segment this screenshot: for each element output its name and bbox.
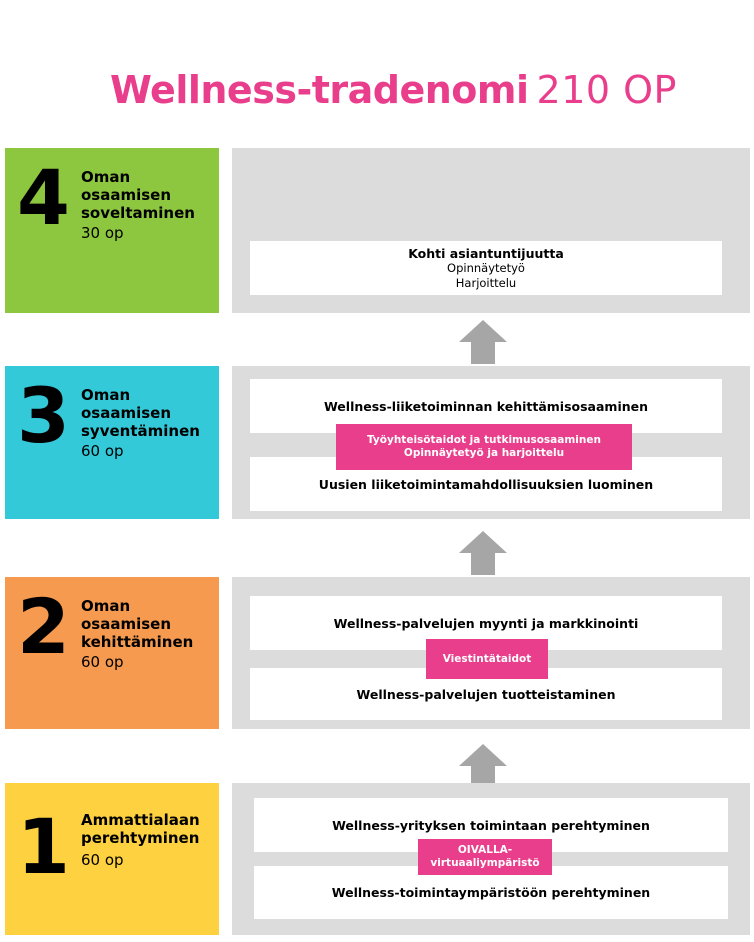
level-number: 1 [17,802,70,891]
level-label: Oman osaamisen syventäminen [81,386,200,440]
course-title: Wellness-toimintaympäristöön perehtyminen [331,885,651,900]
course-title: Wellness-palvelujen tuotteistaminen [356,686,616,702]
level-credits: 30 op [81,224,124,242]
skills-line: OIVALLA- [457,844,513,856]
level-credits: 60 op [81,851,124,869]
course-title: Wellness-yrityksen toimintaan perehtyminen [332,817,650,833]
arrow-up-icon [459,320,507,364]
skills-box [418,839,552,875]
course-title: Uusien liiketoimintamahdollisuuksien luominen [318,476,654,492]
level-number: 3 [17,371,70,460]
title-credits: 210 OP [536,68,677,112]
skills-box [336,424,632,470]
arrow-up-icon [459,744,507,788]
course-title: Wellness-liiketoiminnan kehittämisosaaminen [323,398,649,414]
course-box [250,241,722,295]
course-title: Wellness-palvelujen myynti ja markkinointi [333,615,639,631]
course-subline: Opinnäytetyö [447,260,525,275]
skills-line: Työyhteisötaidot ja tutkimusosaaminen [367,434,601,446]
level-label: Oman osaamisen soveltaminen [81,168,195,222]
level-label: Oman osaamisen kehittäminen [81,597,194,651]
course-title: Kohti asiantuntijuutta [408,245,564,261]
skills-line: virtuaaliympäristö [430,857,540,869]
level-4-block [5,148,219,313]
title-main: Wellness-tradenomi [110,68,529,112]
level-1-block [5,783,219,935]
skills-line: Opinnäytetyö ja harjoittelu [403,447,565,459]
level-number: 4 [17,153,70,242]
level-credits: 60 op [81,653,124,671]
level-credits: 60 op [81,442,124,460]
level-3-panel [232,366,750,519]
page-title [110,62,677,118]
course-subline: Harjoittelu [455,275,517,290]
skills-box [426,639,548,679]
arrow-up-icon [459,531,507,575]
level-2-block [5,577,219,729]
level-number: 2 [17,582,70,671]
level-4-panel [232,148,750,313]
level-label: Ammattialaan perehtyminen [81,811,200,847]
level-2-panel [232,577,750,729]
level-1-panel [232,783,750,935]
level-3-block [5,366,219,519]
skills-line: Viestintätaidot [442,652,532,665]
